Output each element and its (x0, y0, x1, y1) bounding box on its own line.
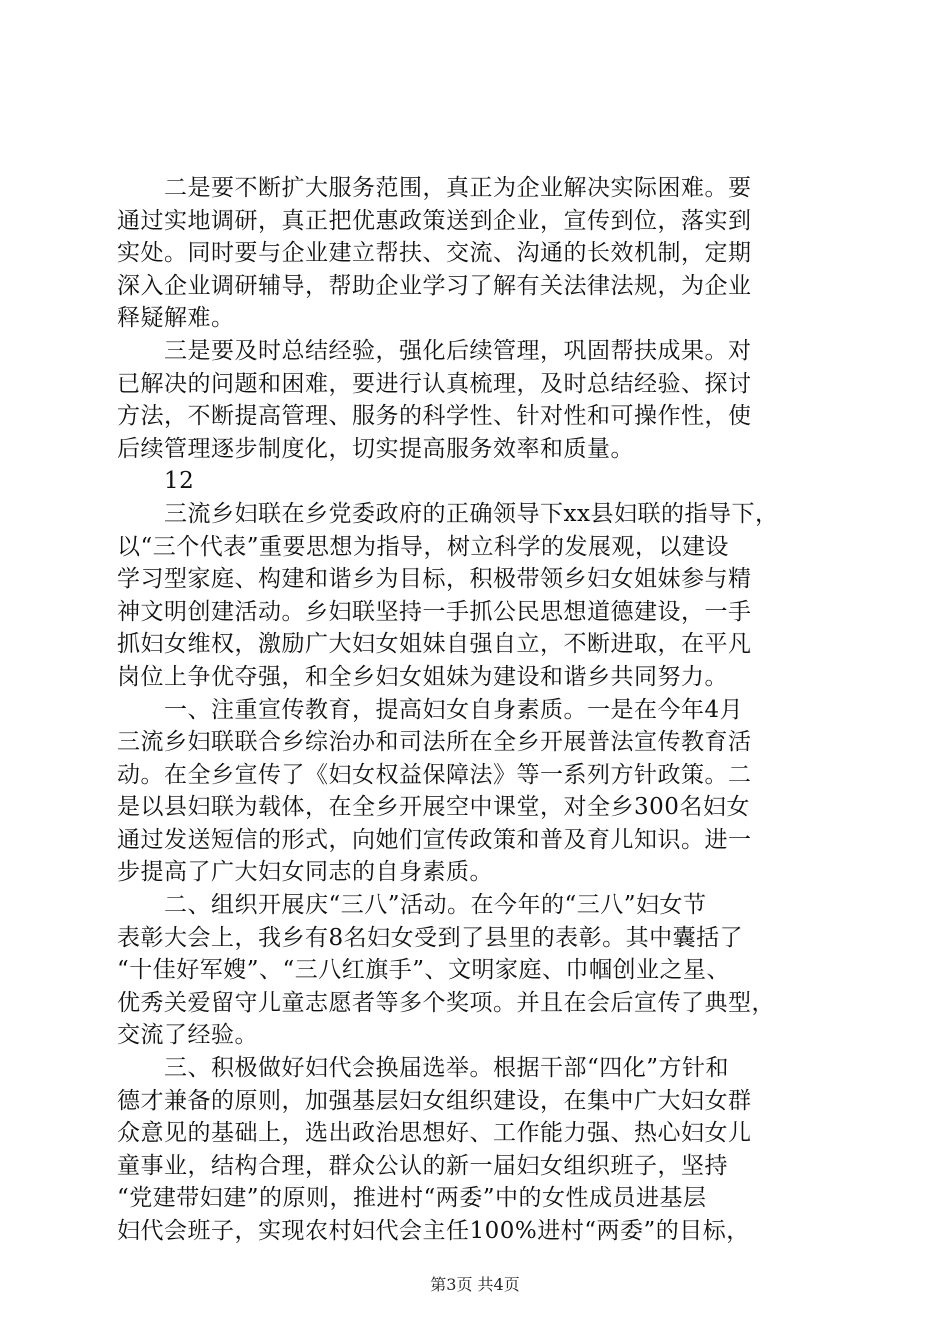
text-line: 通过发送短信的形式，向她们宣传政策和普及育儿知识。进一 (117, 826, 752, 853)
text-line: 德才兼备的原则，加强基层妇女组织建设，在集中广大妇女群 (117, 1087, 752, 1114)
paragraph (117, 335, 837, 465)
text-line: 三、积极做好妇代会换届选举。根据干部“四化”方针和 (117, 1055, 730, 1082)
text-line: 一、注重宣传教育，提高妇女自身素质。一是在今年4月 (117, 696, 744, 723)
text-line: 优秀关爱留守儿童志愿者等多个奖项。并且在会后宣传了典型， (117, 989, 775, 1016)
text-line: “党建带妇建”的原则，推进村“两委”中的女性成员进基层 (117, 1185, 707, 1212)
text-line: 表彰大会上，我乡有8名妇女受到了县里的表彰。其中囊括了 (117, 924, 744, 951)
text-line: 通过实地调研，真正把优惠政策送到企业，宣传到位，落实到 (117, 207, 752, 234)
text-line: 二、组织开展庆“三八”活动。在今年的“三八”妇女节 (117, 892, 707, 919)
text-line: 以“三个代表”重要思想为指导，树立科学的发展观，以建设 (117, 533, 730, 560)
text-line: 神文明创建活动。乡妇联坚持一手抓公民思想道德建设，一手 (117, 598, 752, 625)
paragraph (117, 498, 837, 694)
text-line: 12 (117, 468, 195, 495)
text-line: 是以县妇联为载体，在全乡开展空中课堂，对全乡300名妇女 (117, 794, 750, 821)
text-line: 释疑解难。 (117, 305, 235, 332)
text-line: 方法，不断提高管理、服务的科学性、针对性和可操作性，使 (117, 403, 752, 430)
text-line: 抓妇女维权，激励广大妇女姐妹自强自立，不断进取，在平凡 (117, 631, 752, 658)
text-line: 岗位上争优夺强，和全乡妇女姐妹为建设和谐乡共同努力。 (117, 663, 728, 690)
text-line: 三流乡妇联联合乡综治办和司法所在全乡开展普法宣传教育活 (117, 729, 752, 756)
text-line: 实处。同时要与企业建立帮扶、交流、沟通的长效机制，定期 (117, 240, 752, 267)
text-line: 步提高了广大妇女同志的自身素质。 (117, 859, 493, 886)
text-line: 妇代会班子，实现农村妇代会主任100%进村“两委”的目标， (117, 1218, 750, 1244)
paragraph (117, 694, 837, 890)
paragraph (117, 465, 837, 498)
text-line: 众意见的基础上，选出政治思想好、工作能力强、热心妇女儿 (117, 1120, 752, 1147)
page-footer: 第3页 共4页 (430, 1275, 520, 1294)
text-line: 后续管理逐步制度化，切实提高服务效率和质量。 (117, 435, 634, 462)
text-line: 三是要及时总结经验，强化后续管理，巩固帮扶成果。对 (117, 337, 752, 364)
text-line: 学习型家庭、构建和谐乡为目标，积极带领乡妇女姐妹参与精 (117, 566, 752, 593)
text-line: 动。在全乡宣传了《妇女权益保障法》等一系列方针政策。二 (117, 761, 752, 788)
text-line: “十佳好军嫂”、“三八红旗手”、文明家庭、巾帼创业之星、 (117, 957, 731, 984)
text-line: 交流了经验。 (117, 1022, 258, 1049)
text-line: 童事业，结构合理，群众公认的新一届妇女组织班子，坚持 (117, 1152, 728, 1179)
text-line: 三流乡妇联在乡党委政府的正确领导下xx县妇联的指导下， (117, 500, 779, 527)
paragraph (117, 1052, 837, 1248)
text-line: 深入企业调研辅导，帮助企业学习了解有关法律法规，为企业 (117, 272, 752, 299)
paragraph (117, 889, 837, 1052)
text-line: 已解决的问题和困难，要进行认真梳理，及时总结经验、探讨 (117, 370, 752, 397)
text-line: 二是要不断扩大服务范围，真正为企业解决实际困难。要 (117, 175, 752, 201)
document-body (117, 172, 837, 1248)
paragraph (117, 172, 837, 335)
